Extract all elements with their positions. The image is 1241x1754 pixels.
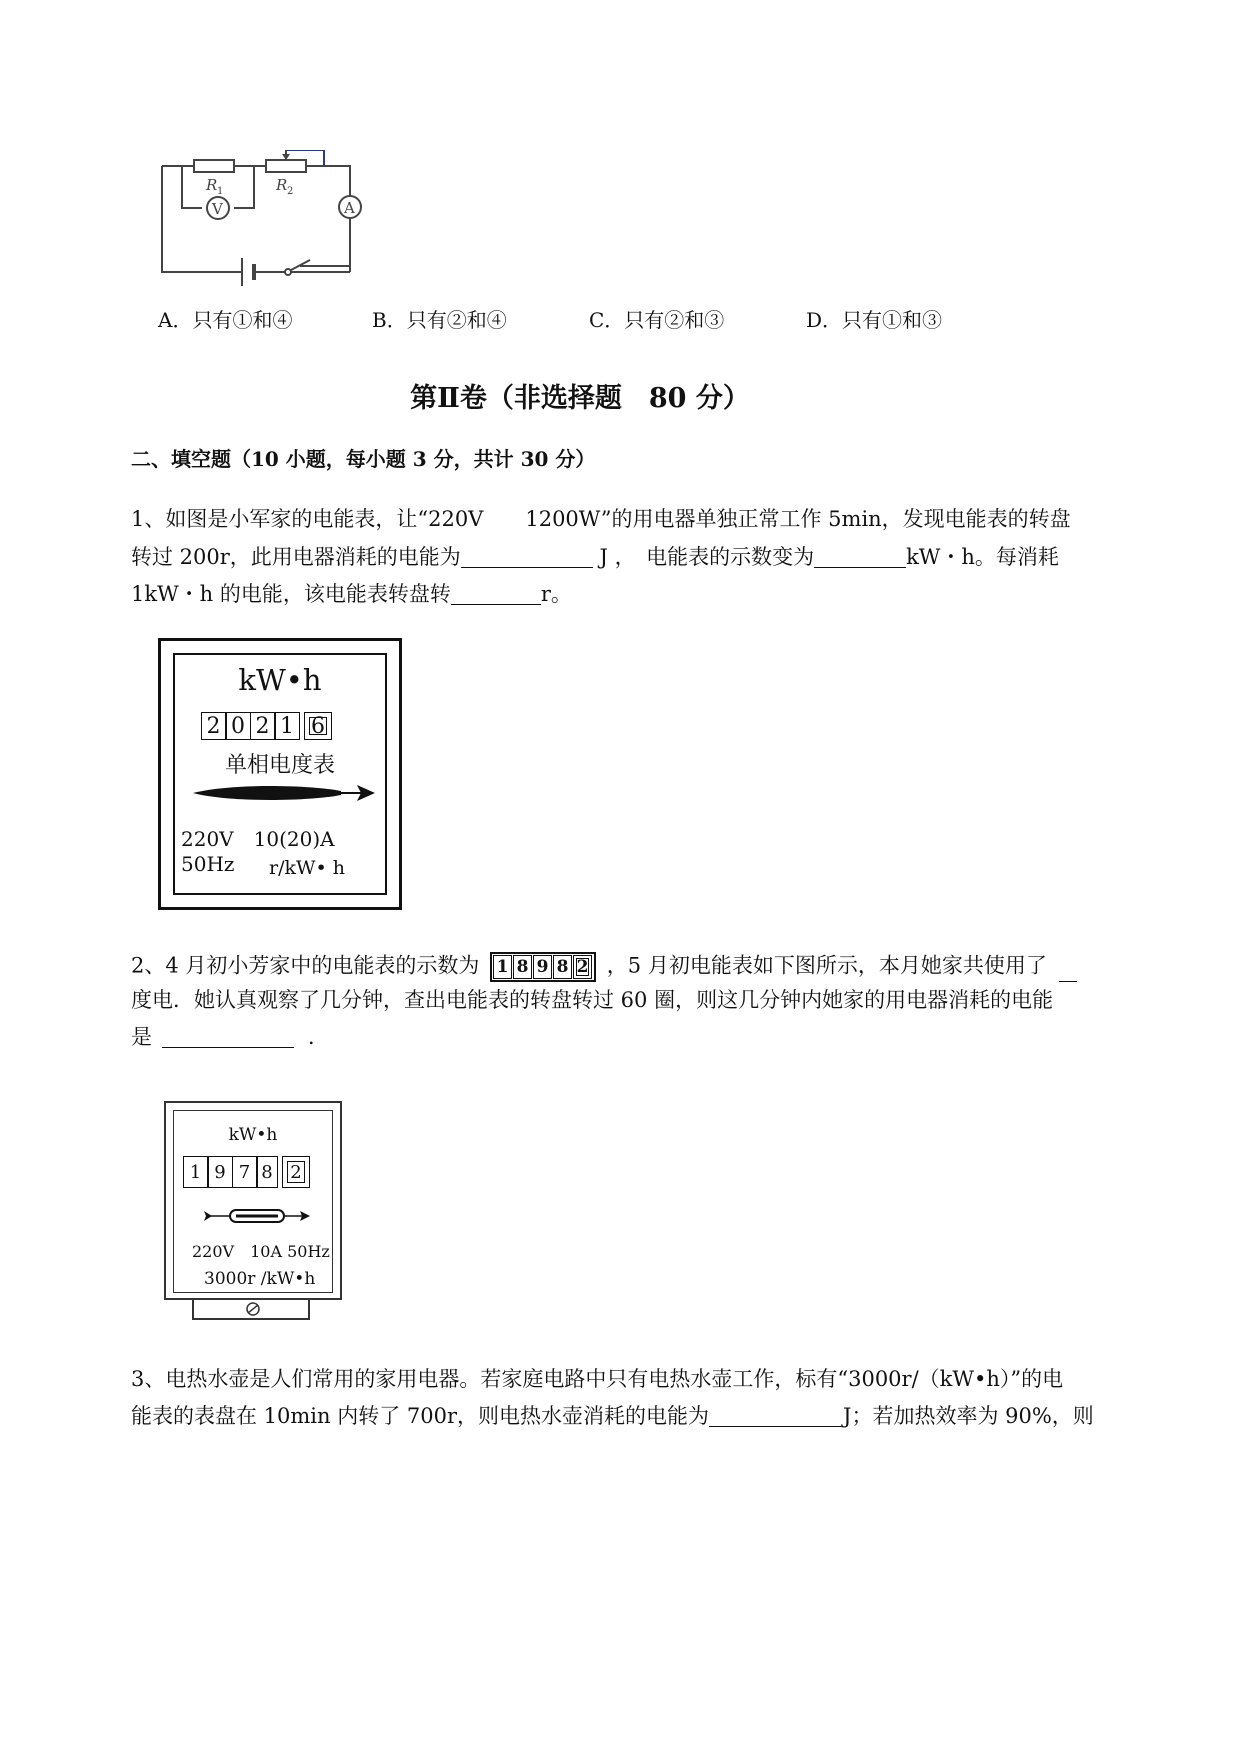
svg-text:1: 1 xyxy=(217,186,224,197)
q1-blank-2[interactable] xyxy=(814,547,906,568)
q2-line1: 2、4 月初小芳家中的电能表的示数为 1 8 9 8 2 ，5 月初电能表如下图所示，本月她家共使用了 xyxy=(131,952,1077,982)
q1-blank-1[interactable] xyxy=(461,547,593,568)
svg-text:A: A xyxy=(344,199,355,217)
meter1-dial-arrow-icon xyxy=(191,781,377,805)
meter2-digit: 2 xyxy=(282,1156,310,1188)
q1-line3: 1kW・h 的电能，该电能表转盘转 r。 xyxy=(131,582,572,606)
meter1-name: 单相电度表 xyxy=(224,753,335,778)
q2-line3: 是 ． xyxy=(131,1025,329,1049)
meter1-digit: 1 xyxy=(274,712,300,740)
q1-line1: 1、如图是小军家的电能表，让“220V 1200W”的用电器单独正常工作 5min，发现电能表的转盘 xyxy=(131,507,1071,531)
meter2-unit: kW•h xyxy=(228,1125,278,1145)
meter2-terminal-box xyxy=(192,1300,310,1320)
q1-blank-3[interactable] xyxy=(451,584,541,605)
q3-line1: 3、电热水壶是人们常用的家用电器。若家庭电路中只有电热水壶工作，标有“3000r/（kW•h）”的电 xyxy=(131,1367,1064,1391)
electric-meter-2 xyxy=(164,1101,342,1300)
r2-label: R xyxy=(276,176,288,194)
meter1-unit: kW•h xyxy=(238,663,322,697)
choice-b: B．只有②和④ xyxy=(372,308,507,332)
meter2-digit: 9 xyxy=(207,1156,233,1188)
q1-line2: 转过 200r，此用电器消耗的电能为 J ， 电能表的示数变为 kW・h。每消耗 xyxy=(131,545,1059,569)
meter1-rate: r/kW• h xyxy=(269,857,346,879)
r2-rheostat xyxy=(266,160,306,172)
meter1-digit: 6 xyxy=(304,712,332,740)
meter1-digit: 2 xyxy=(201,712,227,740)
r1-label: R xyxy=(206,176,218,194)
meter1-digit: 0 xyxy=(225,712,251,740)
meter1-digit: 2 xyxy=(250,712,276,740)
switch-icon xyxy=(285,269,291,275)
meter2-spec: 220V 10A 50Hz xyxy=(192,1242,330,1261)
section-heading: 二、填空题（10 小题，每小题 3 分，共计 30 分） xyxy=(131,447,596,471)
circuit-diagram xyxy=(150,150,410,290)
volume-title: 第Ⅱ卷（非选择题 80 分） xyxy=(410,383,750,414)
meter2-digit: 1 xyxy=(183,1156,209,1188)
meter2-rate: 3000r /kW•h xyxy=(204,1269,316,1289)
meter2-digit: 8 xyxy=(256,1156,278,1188)
choice-d: D．只有①和③ xyxy=(806,308,943,332)
meter1-digits xyxy=(202,712,332,740)
q2-line2: 度电．她认真观察了几分钟，查出电能表的转盘转过 60 圈，则这几分钟内她家的用电器消耗的电能 xyxy=(131,988,1054,1012)
terminal-screw-icon xyxy=(245,1301,261,1317)
svg-text:2: 2 xyxy=(287,186,294,197)
choice-c: C．只有②和③ xyxy=(589,308,725,332)
q2-blank-2[interactable] xyxy=(162,1027,294,1048)
meter2-digits xyxy=(184,1156,310,1188)
electric-meter-1 xyxy=(158,638,402,910)
svg-text:V: V xyxy=(212,200,223,218)
meter2-digit: 7 xyxy=(232,1156,258,1188)
meter1-spec: 220V 10(20)A 50Hz xyxy=(181,827,335,876)
q2-blank-1[interactable] xyxy=(1059,961,1077,982)
q3-line2: 能表的表盘在 10min 内转了 700r，则电热水壶消耗的电能为 J；若加热效率为 90%，则 xyxy=(131,1404,1094,1428)
r1-resistor xyxy=(194,160,234,172)
choice-a: A．只有①和④ xyxy=(158,308,293,332)
q3-blank-1[interactable] xyxy=(709,1406,843,1427)
meter2-dial-icon xyxy=(204,1207,314,1225)
q2-inline-meter-digits: 1 8 9 8 2 xyxy=(490,952,596,982)
